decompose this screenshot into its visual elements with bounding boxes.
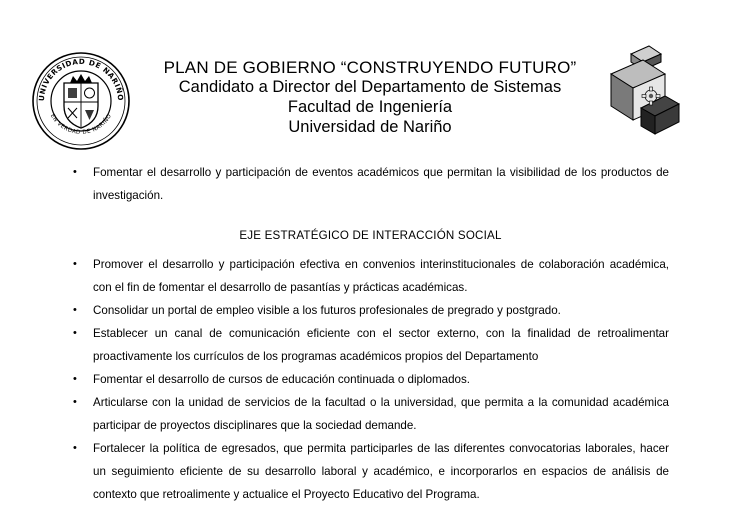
faculty-name: Facultad de Ingeniería [287, 98, 453, 116]
document-title: PLAN DE GOBIERNO “CONSTRUYENDO FUTURO” [163, 58, 577, 77]
bullet-icon: • [73, 304, 77, 316]
seal-top-text: UNIVERSIDAD DE NARIÑO [36, 56, 126, 102]
list-item [0, 322, 741, 368]
university-seal-logo [30, 50, 132, 152]
bullet-icon: • [73, 327, 77, 339]
list-item [0, 368, 741, 391]
list-item [0, 161, 741, 207]
list-item [0, 437, 741, 506]
candidate-subtitle: Candidato a Director del Departamento de Sistemas [178, 78, 562, 96]
list-item-text: Establecer un canal de comunicación eficiente con el sector externo, con la finalidad de retroalimentar proactivamente los currículos de los programas académicos propios del Departamento [93, 327, 669, 363]
bullet-list-social [0, 253, 741, 506]
bullet-icon: • [73, 258, 77, 270]
document-header [140, 58, 600, 137]
list-item-text: Consolidar un portal de empleo visible a los futuros profesionales de pregrado y postgrado. [93, 304, 561, 317]
list-item-text: Fortalecer la política de egresados, que permita participarles de las diferentes convocatorias laborales, hacer un seguimiento eficiente de su desarrollo laboral y académico, e incorporarlos en espacios de análisis de contexto que retroalimente y actualice el Proyecto Educativo del Programa. [93, 442, 669, 501]
bullet-icon: • [73, 166, 77, 178]
bullet-list-top [0, 161, 741, 207]
list-item [0, 253, 741, 299]
list-item [0, 391, 741, 437]
seal-bottom-text: EN VERDAD DE NARIÑO [48, 113, 114, 136]
list-item-text: Articularse con la unidad de servicios de la facultad o la universidad, que permita a la comunidad académica participar de proyectos disciplinares que la sociedad demande. [93, 396, 669, 432]
university-name: Universidad de Nariño [288, 118, 452, 136]
section-heading: EJE ESTRATÉGICO DE INTERACCIÓN SOCIAL [239, 229, 502, 242]
bullet-icon: • [73, 373, 77, 385]
list-item-text: Fomentar el desarrollo y participación de eventos académicos que permitan la visibilidad de los productos de investigación. [93, 166, 669, 202]
systems-department-logo [603, 40, 683, 140]
list-item-text: Promover el desarrollo y participación efectiva en convenios interinstitucionales de colaboración académica, con el fin de fomentar el desarrollo de pasantías y prácticas académicas. [93, 258, 669, 294]
list-item [0, 299, 741, 322]
document-body [0, 161, 741, 506]
list-item-text: Fomentar el desarrollo de cursos de educación continuada o diplomados. [93, 373, 471, 386]
bullet-icon: • [73, 442, 77, 454]
bullet-icon: • [73, 396, 77, 408]
